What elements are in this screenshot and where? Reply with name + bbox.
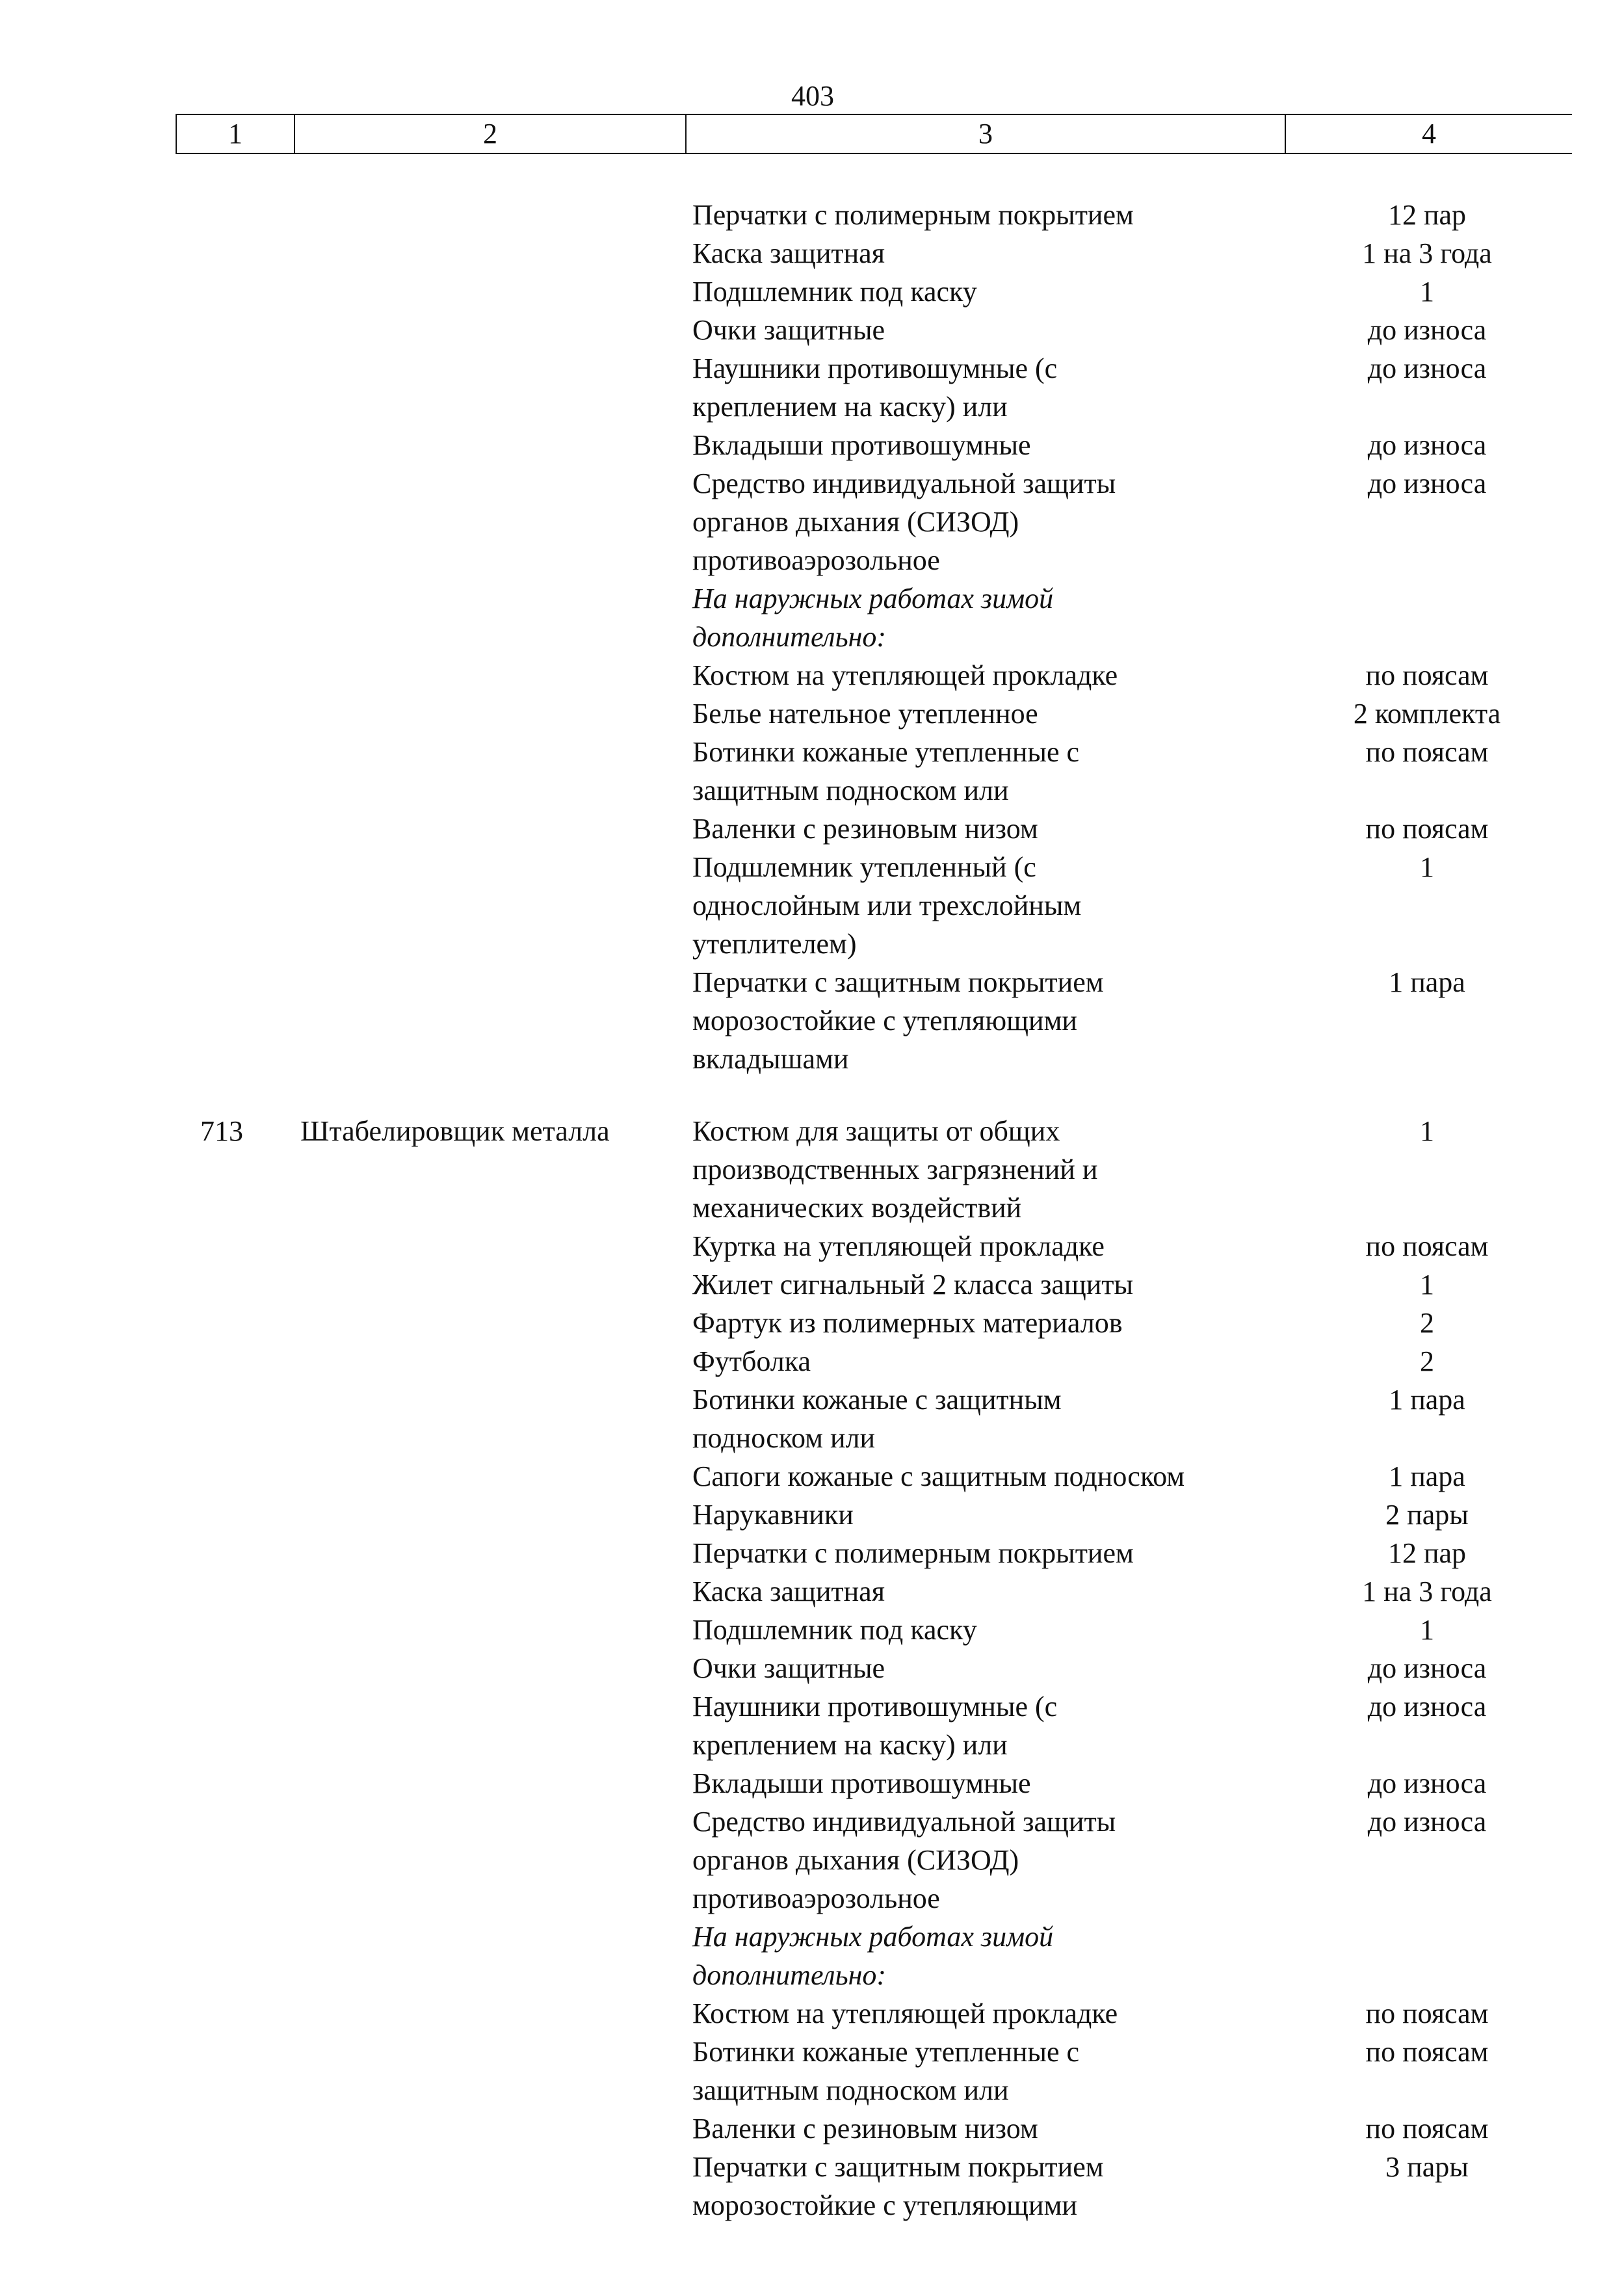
item-quantity: 1 пара bbox=[1389, 1460, 1465, 1492]
item-name: Костюм для защиты от общих bbox=[692, 1115, 1060, 1147]
continued-entry-block bbox=[0, 196, 1624, 1078]
item-quantity: по поясам bbox=[1365, 2036, 1489, 2068]
table-row bbox=[0, 1150, 1624, 1189]
column-header-table bbox=[176, 114, 1572, 154]
entry-713-block bbox=[0, 1112, 1624, 2224]
table-row bbox=[0, 1841, 1624, 1879]
table-row bbox=[0, 656, 1624, 694]
table-row bbox=[0, 1457, 1624, 1496]
item-name: Ботинки кожаные утепленные с bbox=[692, 736, 1080, 768]
item-name: защитным подноском или bbox=[692, 774, 1009, 806]
item-quantity: до износа bbox=[1367, 429, 1487, 461]
table-row bbox=[0, 272, 1624, 311]
item-name: противоаэрозольное bbox=[692, 1882, 940, 1914]
item-name: подноском или bbox=[692, 1422, 876, 1454]
table-row bbox=[0, 1380, 1624, 1419]
item-name: Очки защитные bbox=[692, 314, 885, 346]
item-name: Наушники противошумные (с bbox=[692, 1691, 1058, 1722]
item-quantity: 1 пара bbox=[1389, 1384, 1465, 1416]
table-row bbox=[0, 1611, 1624, 1649]
item-name: Каска защитная bbox=[692, 1576, 885, 1607]
item-name: Сапоги кожаные с защитным подноском bbox=[692, 1460, 1185, 1492]
item-name: Ботинки кожаные с защитным bbox=[692, 1384, 1062, 1416]
item-name: Вкладыши противошумные bbox=[692, 429, 1031, 461]
table-row bbox=[0, 1918, 1624, 1956]
table-row bbox=[0, 618, 1624, 656]
table-row bbox=[0, 733, 1624, 771]
table-row bbox=[0, 1956, 1624, 1994]
table-row bbox=[0, 694, 1624, 733]
column-header-2: 2 bbox=[295, 114, 686, 153]
item-name: Перчатки с защитным покрытием bbox=[692, 2151, 1104, 2183]
item-name: креплением на каску) или bbox=[692, 1729, 1008, 1761]
item-name: креплением на каску) или bbox=[692, 391, 1008, 423]
item-name: однослойным или трехслойным bbox=[692, 890, 1082, 921]
column-header-4: 4 bbox=[1285, 114, 1572, 153]
table-row bbox=[0, 2186, 1624, 2224]
item-quantity: 1 bbox=[1420, 1614, 1434, 1646]
table-row bbox=[0, 1572, 1624, 1611]
item-quantity: до износа bbox=[1367, 314, 1487, 346]
item-quantity: 12 пар bbox=[1387, 1537, 1467, 1569]
table-row bbox=[0, 1649, 1624, 1687]
item-name: Валенки с резиновым низом bbox=[692, 2113, 1038, 2144]
table-row bbox=[0, 810, 1624, 848]
item-name: Подшлемник под каску bbox=[692, 276, 977, 308]
item-name: Подшлемник утепленный (с bbox=[692, 851, 1036, 883]
item-name: Средство индивидуальной защиты bbox=[692, 468, 1116, 499]
item-name: Подшлемник под каску bbox=[692, 1614, 977, 1646]
section-note: На наружных работах зимой bbox=[692, 583, 1054, 614]
item-quantity: до износа bbox=[1367, 1806, 1487, 1838]
table-row bbox=[0, 848, 1624, 886]
item-quantity: до износа bbox=[1367, 468, 1487, 499]
item-quantity: 1 на 3 года bbox=[1362, 237, 1492, 269]
item-quantity: по поясам bbox=[1365, 1230, 1489, 1262]
item-quantity: 1 bbox=[1420, 851, 1434, 883]
table-row bbox=[0, 1726, 1624, 1764]
table-row bbox=[0, 2071, 1624, 2109]
column-header-1: 1 bbox=[176, 114, 295, 153]
item-name: противоаэрозольное bbox=[692, 544, 940, 576]
item-name: Каска защитная bbox=[692, 237, 885, 269]
item-name: Куртка на утепляющей прокладке bbox=[692, 1230, 1105, 1262]
table-row bbox=[0, 579, 1624, 618]
item-quantity: по поясам bbox=[1365, 736, 1489, 768]
table-row bbox=[0, 1764, 1624, 1802]
table-row bbox=[0, 2109, 1624, 2148]
item-name: Перчатки с полимерным покрытием bbox=[692, 199, 1134, 231]
table-row bbox=[0, 311, 1624, 349]
page-number: 403 bbox=[791, 80, 834, 112]
table-row bbox=[0, 464, 1624, 503]
item-name: морозостойкие с утепляющими bbox=[692, 2189, 1077, 2221]
item-name: Нарукавники bbox=[692, 1499, 854, 1531]
item-quantity: 1 на 3 года bbox=[1362, 1576, 1492, 1607]
item-name: Средство индивидуальной защиты bbox=[692, 1806, 1116, 1838]
table-row bbox=[0, 1189, 1624, 1227]
table-row bbox=[0, 1227, 1624, 1265]
item-name: Наушники противошумные (с bbox=[692, 352, 1058, 384]
section-note: дополнительно: bbox=[692, 1959, 887, 1991]
item-quantity: 2 bbox=[1420, 1307, 1434, 1339]
item-name: Костюм на утепляющей прокладке bbox=[692, 659, 1118, 691]
table-row bbox=[0, 925, 1624, 963]
section-note: дополнительно: bbox=[692, 621, 887, 653]
table-row bbox=[0, 1265, 1624, 1304]
entry-number: 713 bbox=[200, 1115, 243, 1147]
item-quantity: 2 комплекта bbox=[1353, 698, 1501, 730]
table-row bbox=[0, 196, 1624, 234]
table-row bbox=[0, 1304, 1624, 1342]
item-quantity: 3 пары bbox=[1385, 2151, 1469, 2183]
item-name: Очки защитные bbox=[692, 1652, 885, 1684]
item-quantity: 12 пар bbox=[1387, 199, 1467, 231]
item-name: защитным подноском или bbox=[692, 2074, 1009, 2106]
item-quantity: 2 bbox=[1420, 1345, 1434, 1377]
table-row bbox=[0, 1040, 1624, 1078]
item-quantity: по поясам bbox=[1365, 2113, 1489, 2144]
item-name: Перчатки с полимерным покрытием bbox=[692, 1537, 1134, 1569]
item-name: Фартук из полимерных материалов bbox=[692, 1307, 1123, 1339]
table-row bbox=[0, 1687, 1624, 1726]
item-name: Белье нательное утепленное bbox=[692, 698, 1038, 730]
table-row bbox=[0, 1534, 1624, 1572]
item-name: Валенки с резиновым низом bbox=[692, 813, 1038, 845]
item-quantity: до износа bbox=[1367, 352, 1487, 384]
table-row bbox=[0, 886, 1624, 925]
item-quantity: 2 пары bbox=[1385, 1499, 1469, 1531]
item-name: Вкладыши противошумные bbox=[692, 1767, 1031, 1799]
section-note: На наружных работах зимой bbox=[692, 1921, 1054, 1953]
item-quantity: до износа bbox=[1367, 1691, 1487, 1722]
column-header-row bbox=[176, 114, 1572, 153]
table-row bbox=[0, 1879, 1624, 1918]
column-header-3: 3 bbox=[686, 114, 1285, 153]
table-row bbox=[0, 771, 1624, 810]
table-row bbox=[0, 1802, 1624, 1841]
item-name: Жилет сигнальный 2 класса защиты bbox=[692, 1269, 1134, 1300]
table-row bbox=[0, 2033, 1624, 2071]
item-name: органов дыхания (СИЗОД) bbox=[692, 1844, 1019, 1876]
item-quantity: 1 bbox=[1420, 1115, 1434, 1147]
item-name: морозостойкие с утепляющими bbox=[692, 1005, 1077, 1036]
table-row bbox=[0, 2148, 1624, 2186]
item-quantity: до износа bbox=[1367, 1652, 1487, 1684]
table-row bbox=[0, 963, 1624, 1001]
table-row bbox=[0, 426, 1624, 464]
item-name: органов дыхания (СИЗОД) bbox=[692, 506, 1019, 538]
table-row bbox=[0, 1496, 1624, 1534]
item-name: производственных загрязнений и bbox=[692, 1154, 1098, 1185]
table-row bbox=[0, 349, 1624, 388]
table-row bbox=[0, 234, 1624, 272]
table-row bbox=[0, 1994, 1624, 2033]
table-row bbox=[0, 541, 1624, 579]
item-name: вкладышами bbox=[692, 1043, 849, 1075]
item-name: Перчатки с защитным покрытием bbox=[692, 966, 1104, 998]
item-quantity: по поясам bbox=[1365, 659, 1489, 691]
table-row bbox=[0, 1342, 1624, 1380]
table-row bbox=[0, 503, 1624, 541]
item-quantity: 1 bbox=[1420, 276, 1434, 308]
item-name: механических воздействий bbox=[692, 1192, 1022, 1224]
item-name: утеплителем) bbox=[692, 928, 857, 960]
item-name: Костюм на утепляющей прокладке bbox=[692, 1998, 1118, 2029]
table-row bbox=[0, 1419, 1624, 1457]
item-quantity: по поясам bbox=[1365, 1998, 1489, 2029]
item-quantity: до износа bbox=[1367, 1767, 1487, 1799]
table-row bbox=[0, 388, 1624, 426]
table-row bbox=[0, 1112, 1624, 1150]
profession-name: Штабелировщик металла bbox=[300, 1115, 610, 1147]
item-name: Ботинки кожаные утепленные с bbox=[692, 2036, 1080, 2068]
item-quantity: 1 bbox=[1420, 1269, 1434, 1300]
item-quantity: по поясам bbox=[1365, 813, 1489, 845]
item-name: Футболка bbox=[692, 1345, 811, 1377]
item-quantity: 1 пара bbox=[1389, 966, 1465, 998]
table-row bbox=[0, 1001, 1624, 1040]
